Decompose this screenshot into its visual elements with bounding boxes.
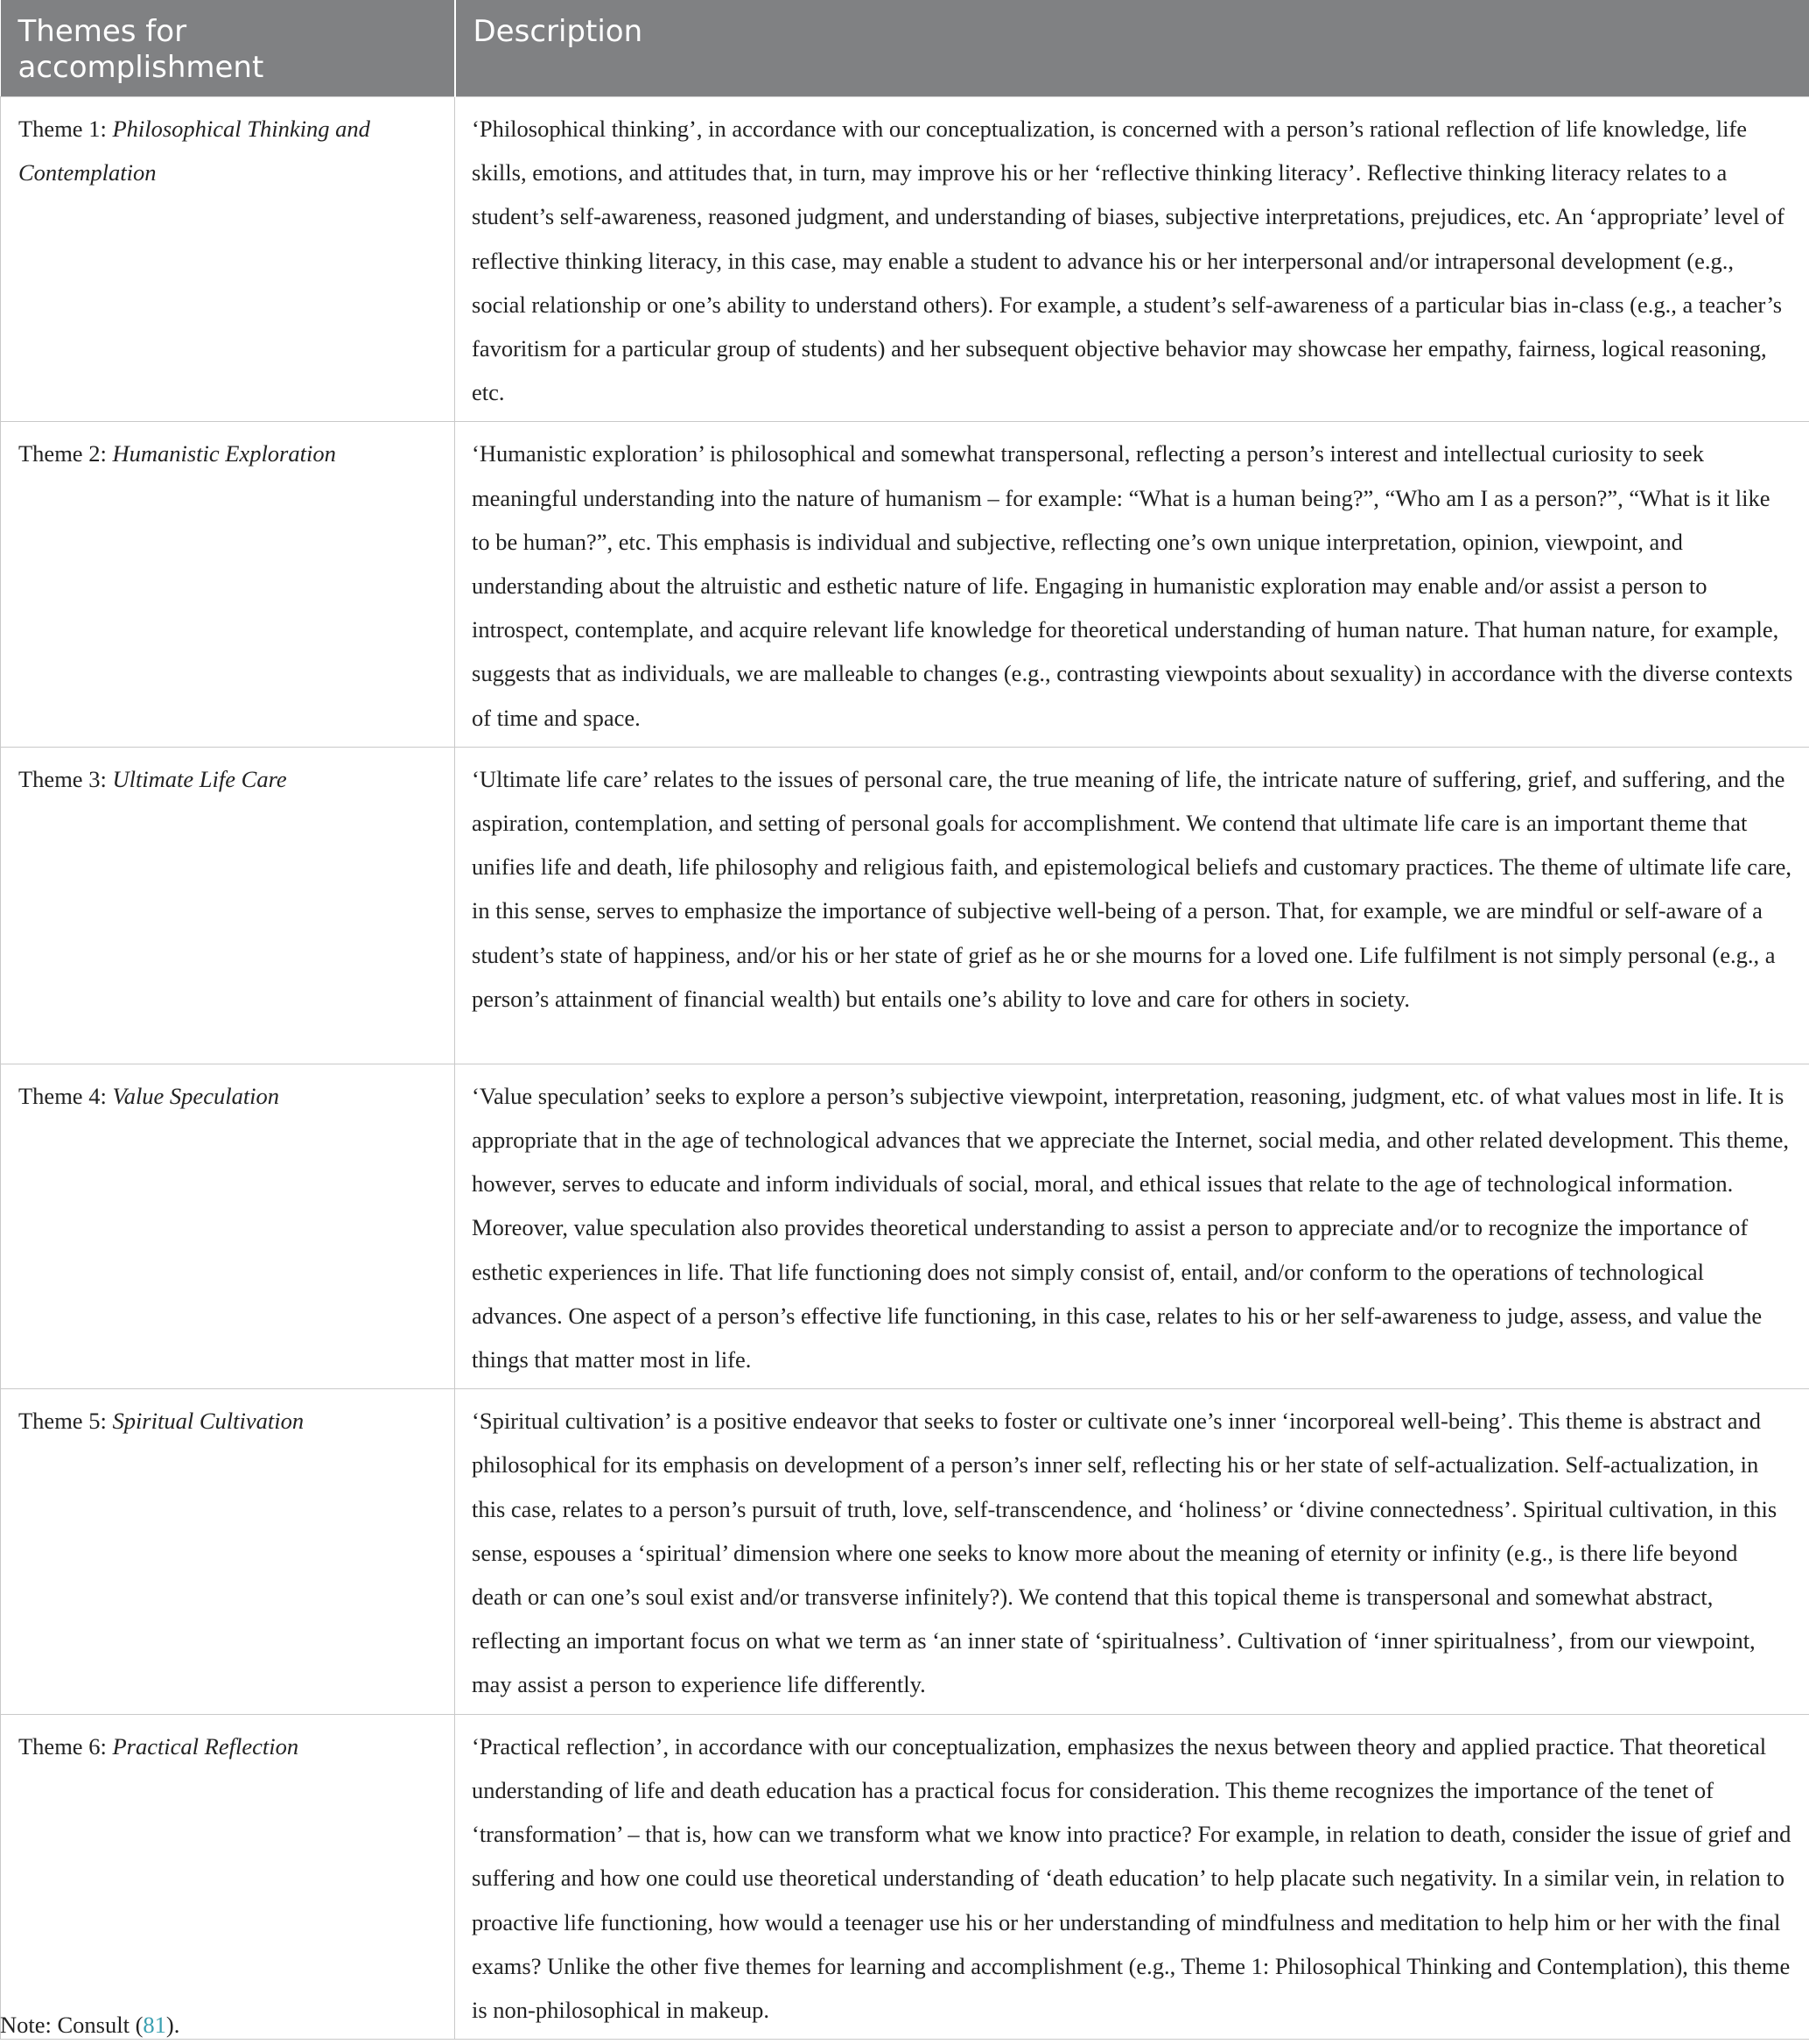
description-cell: ‘Spiritual cultivation’ is a positive endeavor that seeks to foster or cultivate one’s inner ‘incorporeal well-being’. This theme is abstract and philosophical for its emphasis on development of a person’s inner self, reflecting his or her state of self-actualization. Self-actualization, in this case, relates to a person’s pursuit of truth, love, self-transcendence, and ‘holiness’ or ‘divine connectedness’. Spiritual cultivation, in this sense, espouses a ‘spiritual’ dimension where one seeks to know more about the meaning of eternity or infinity (e.g., is there life beyond death or can one’s soul exist and/or transverse infinitely?). We contend that this topical theme is transpersonal and somewhat abstract, reflecting an important focus on what we term as ‘an inner state of ‘spiritualness’. Cultivation of ‘inner spiritualness’, from our viewpoint, may assist a person to experience life differently. [455,1389,1809,1714]
theme-number: Theme 6: [18,1732,113,1760]
theme-number: Theme 5: [18,1408,113,1435]
theme-name: Spiritual Cultivation [112,1408,305,1435]
table-row [1,1714,1809,2039]
table-row [1,1064,1809,1388]
table-header [1,0,1809,97]
description-cell: ‘Ultimate life care’ relates to the issues of personal care, the true meaning of life, the intricate nature of suffering, grief, and suffering, and the aspiration, contemplation, and setting of personal goals for accomplishment. We contend that ultimate life care is an important theme that unifies life and death, life philosophy and religious faith, and epistemological beliefs and customary practices. The theme of ultimate life care, in this sense, serves to emphasize the importance of subjective well-being of a person. That, for example, we are mindful or self-aware of a student’s state of happiness, and/or his or her state of grief as he or she mourns for a loved one. Life fulfilment is not simply personal (e.g., a person’s attainment of financial wealth) but entails one’s ability to love and care for others in society. [455,747,1809,1064]
description-cell: ‘Value speculation’ seeks to explore a person’s subjective viewpoint, interpretation, reasoning, judgment, etc. of what values most in life. It is appropriate that in the age of technological advances that we appreciate the Internet, social media, and other related development. This theme, however, serves to educate and inform individuals of social, moral, and ethical issues that relate to the age of technological information. Moreover, value speculation also provides theoretical understanding to assist a person to appreciate and/or to recognize the importance of esthetic experiences in life. That life functioning does not simply consist of, entail, and/or conform to the operations of technological advances. One aspect of a person’s effective life functioning, in this case, relates to his or her self-awareness to judge, assess, and value the things that matter most in life. [455,1064,1809,1388]
theme-name: Practical Reflection [112,1732,299,1760]
theme-cell [1,1714,455,2039]
theme-name: Ultimate Life Care [112,765,287,792]
table-row [1,1389,1809,1714]
column-header-themes: Themes for accomplishment [1,0,455,97]
theme-name: Humanistic Exploration [112,440,336,467]
theme-number: Theme 1: [18,116,113,142]
column-header-description: Description [455,0,1809,97]
description-cell: ‘Philosophical thinking’, in accordance with our conceptualization, is concerned with a person’s rational reflection of life knowledge, life skills, emotions, and attitudes that, in turn, may improve his or her ‘reflective thinking literacy’. Reflective thinking literacy relates to a student’s self-awareness, reasoned judgment, and understanding of biases, subjective interpretations, prejudices, etc. An ‘appropriate’ level of reflective thinking literacy, in this case, may enable a student to advance his or her interpersonal and/or intrapersonal development (e.g., social relationship or one’s ability to understand others). For example, a student’s self-awareness of a particular bias in-class (e.g., a teacher’s favoritism for a particular group of students) and her subsequent objective behavior may showcase her empathy, fairness, logical reasoning, etc. [455,97,1809,422]
theme-cell [1,97,455,422]
theme-cell [1,1064,455,1388]
theme-number: Theme 3: [18,765,113,792]
table-row [1,747,1809,1064]
table-row [1,422,1809,747]
theme-name: Philosophical Thinking and Contemplation [18,116,370,186]
description-cell: ‘Humanistic exploration’ is philosophical and somewhat transpersonal, reflecting a person’s interest and intellectual curiosity to seek meaningful understanding into the nature of humanism – for example: “What is a human being?”, “Who am I as a person?”, “What is it like to be human?”, etc. This emphasis is individual and subjective, reflecting one’s own unique interpretation, opinion, viewpoint, and understanding about the altruistic and esthetic nature of life. Engaging in humanistic exploration may enable and/or assist a person to introspect, contemplate, and acquire relevant life knowledge for theoretical understanding of human nature. That human nature, for example, suggests that as individuals, we are malleable to changes (e.g., contrasting viewpoints about sexuality) in accordance with the diverse contexts of time and space. [455,422,1809,747]
reference-link[interactable]: 81 [143,2012,166,2038]
theme-name: Value Speculation [112,1082,280,1109]
theme-cell [1,422,455,747]
description-cell: ‘Practical reflection’, in accordance with our conceptualization, emphasizes the nexus between theory and applied practice. That theoretical understanding of life and death education has a practical focus for consideration. This theme recognizes the importance of the tenet of ‘transformation’ – that is, how can we transform what we know into practice? For example, in relation to death, consider the issue of grief and suffering and how one could use theoretical understanding of ‘death education’ to help placate such negativity. In a similar vein, in relation to proactive life functioning, how would a teenager use his or her understanding of mindfulness and meditation to help him or her with the final exams? Unlike the other five themes for learning and accomplishment (e.g., Theme 1: Philosophical Thinking and Contemplation), this theme is non-philosophical in makeup. [455,1714,1809,2039]
table-row [1,97,1809,422]
note-prefix: Note: Consult ( [0,2012,144,2038]
table-note [0,2010,179,2040]
table-body [1,97,1809,2040]
theme-cell [1,747,455,1064]
theme-number: Theme 4: [18,1082,113,1109]
header-row [1,0,1809,97]
theme-cell [1,1389,455,1714]
theme-number: Theme 2: [18,440,113,467]
note-suffix: ). [165,2012,180,2038]
